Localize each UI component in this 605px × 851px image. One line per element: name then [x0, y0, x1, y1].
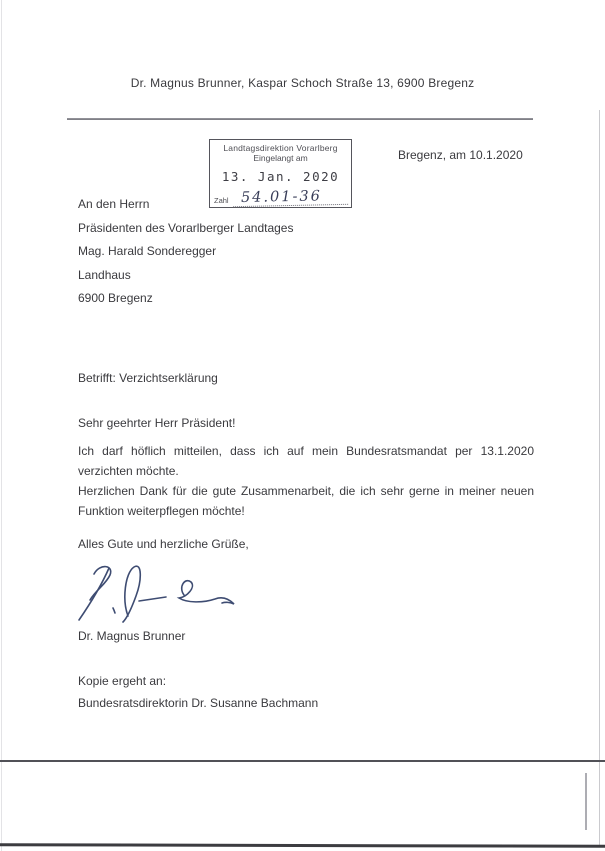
recipient-line: Landhaus [78, 267, 131, 282]
header-divider-rule [67, 118, 533, 120]
recipient-line: 6900 Bregenz [78, 291, 153, 305]
body-paragraph: Ich darf höflich mitteilen, dass ich auf mein Bundesratsmandat per 13.1.2020 verzichten möchte. [78, 444, 534, 478]
recipient-line: An den Herrn [78, 197, 150, 211]
scan-left-edge [1, 0, 2, 851]
stamp-office-name: Landtagsdirektion Vorarlberg [223, 143, 338, 153]
stamp-reference-number-handwritten: 54.01-36 [232, 189, 348, 207]
stamp-reference-label: Zahl [214, 196, 229, 205]
signature-handwriting [72, 558, 242, 630]
scan-artifact [585, 773, 587, 830]
signature-strokes [72, 558, 242, 630]
closing-line: Alles Gute und herzliche Grüße, [78, 537, 249, 551]
salutation: Sehr geehrter Herr Präsident! [78, 416, 236, 430]
signature-printed-name: Dr. Magnus Brunner [78, 629, 186, 643]
scan-bottom-border [0, 843, 605, 848]
cc-recipient: Bundesratsdirektorin Dr. Susanne Bachmann [78, 696, 319, 710]
recipient-line: Mag. Harald Sonderegger [78, 244, 217, 258]
body-paragraph: Herzlichen Dank für die gute Zusammenarbeit, die ich sehr gerne in meiner neuen Funktion weiterpflegen möchte! [78, 484, 534, 518]
stamp-received-label: Eingelangt am [253, 153, 308, 163]
sender-address-line: Dr. Magnus Brunner, Kaspar Schoch Straße 13, 6900 Bregenz [130, 76, 475, 90]
cc-label: Kopie ergeht an: [78, 674, 167, 688]
scan-page-bottom-edge [0, 760, 605, 762]
scan-right-edge [599, 110, 600, 845]
recipient-line: Präsidenten des Vorarlberger Landtages [78, 220, 294, 235]
letter-date-line: Bregenz, am 10.1.2020 [398, 148, 523, 162]
stamp-date: 13. Jan. 2020 [221, 169, 340, 184]
subject-line: Betrifft: Verzichtserklärung [78, 371, 218, 385]
recipient-address-block [78, 193, 293, 311]
